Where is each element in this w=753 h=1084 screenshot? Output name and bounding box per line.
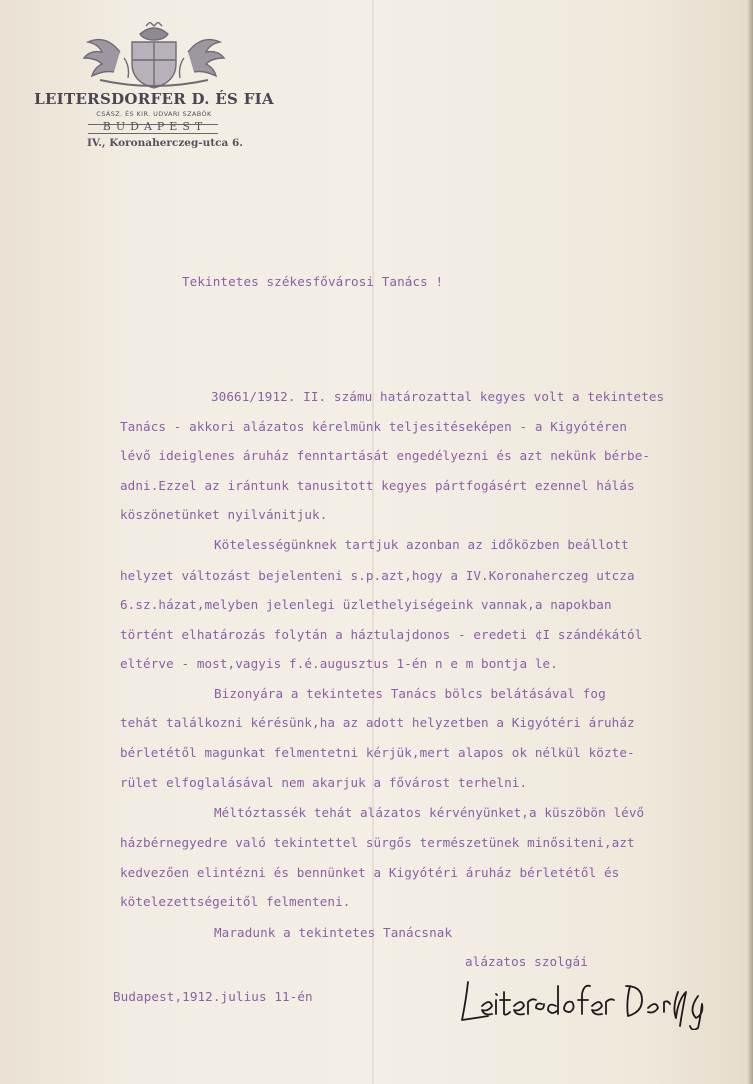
body-line: Tanács - akkori alázatos kérelmünk teljesitéseképen - a Kigyótéren (120, 419, 628, 434)
body-line: bérletétől magunkat felmentetni kérjük,mert alapos ok nélkül közte- (120, 745, 635, 760)
body-line: 6.sz.házat,melyben jelenlegi üzlethelyiségeink vannak,a napokban (120, 597, 612, 612)
handwritten-signature (452, 972, 722, 1030)
letterhead-address: IV., Koronaherczeg-utca 6. (87, 137, 243, 149)
letterhead-rule-bottom (88, 133, 218, 134)
body-line: köszönetünket nyilvánitjuk. (120, 507, 328, 522)
date-line: Budapest,1912.julius 11-én (113, 989, 313, 1004)
coat-of-arms-emblem (80, 22, 228, 90)
body-line: 30661/1912. II. számu határozattal kegyes volt a tekintetes (211, 389, 665, 404)
closing-line: Maradunk a tekintetes Tanácsnak (214, 925, 453, 940)
body-line: kedvezően elintézni és bennünket a Kigyótéri áruház bérletétől és (120, 865, 620, 880)
body-line: házbérnegyedre való tekintettel sürgős természetünek minősiteni,azt (120, 835, 635, 850)
body-line: adni.Ezzel az irántunk tanusitott kegyes pártfogásért ezennel hálás (120, 478, 635, 493)
body-line: Méltóztassék tehát alázatos kérvényünket,a küszöbön lévő (214, 805, 645, 820)
body-line: helyzet változást bejelenteni s.p.azt,hogy a IV.Koronaherczeg utcza (120, 568, 635, 583)
body-line: történt elhatározás folytán a háztulajdonos - eredeti ¢I szándékától (120, 627, 643, 642)
body-line: eltérve - most,vagyis f.é.augusztus 1-én n e m bontja le. (120, 656, 558, 671)
letterhead-company-name: LEITERSDORFER D. ÉS FIA (34, 90, 274, 108)
body-line: Bizonyára a tekintetes Tanács bölcs belátásával fog (214, 686, 606, 701)
body-line: rület elfoglalásával nem akarjuk a fővárost terhelni. (120, 775, 528, 790)
body-line: lévő ideiglenes áruház fenntartását engedélyezni és azt nekünk bérbe- (120, 448, 651, 463)
body-line: Kötelességünknek tartjuk azonban az időközben beállott (214, 537, 629, 552)
signoff-line: alázatos szolgái (465, 954, 588, 969)
letterhead-title: CSÁSZ. ÉS KIR. UDVARI SZABÓK (96, 110, 212, 118)
body-line: kötelezettségeitől felmenteni. (120, 894, 351, 909)
paper-edge-shadow (747, 0, 753, 1084)
letterhead-city: BUDAPEST (102, 120, 208, 133)
body-line: tehát találkozni kérésünk,ha az adott helyzetben a Kigyótéri áruház (120, 715, 635, 730)
salutation: Tekintetes székesfővárosi Tanács ! (182, 274, 444, 289)
